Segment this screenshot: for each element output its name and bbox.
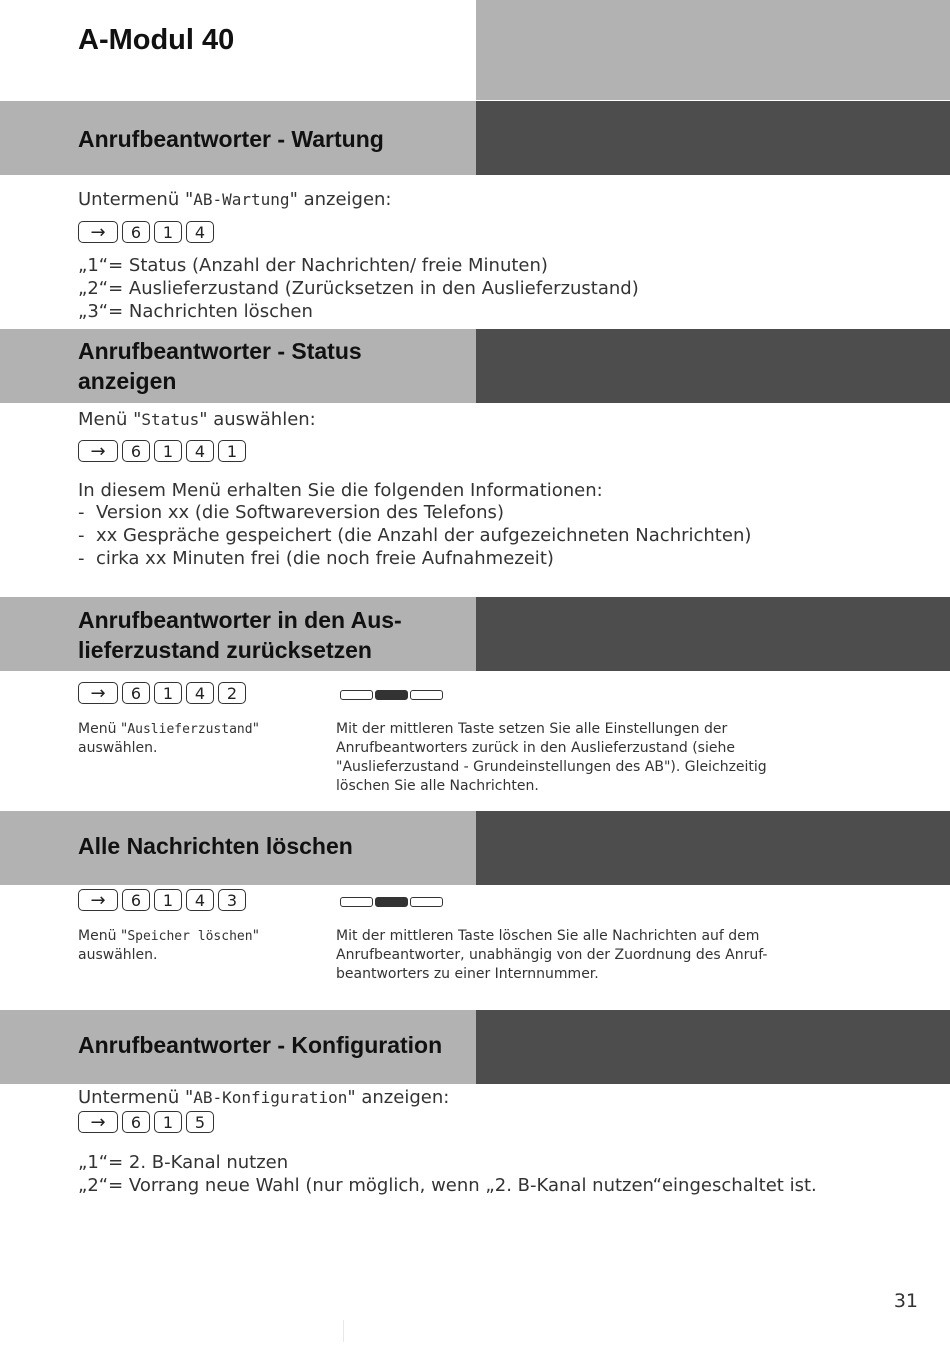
status-intro: Menü "Status" auswählen: xyxy=(78,409,316,430)
page-title: A-Modul 40 xyxy=(78,24,235,56)
digit-key: 1 xyxy=(154,440,182,462)
digit-key: 2 xyxy=(218,682,246,704)
digit-key: 4 xyxy=(186,889,214,911)
heading-status: Anrufbeantworter - Status anzeigen xyxy=(78,338,362,394)
arrow-key-icon: → xyxy=(78,440,118,462)
digit-key: 6 xyxy=(122,221,150,243)
digit-key: 4 xyxy=(186,221,214,243)
keys-konfiguration xyxy=(78,1111,214,1135)
digit-key: 6 xyxy=(122,1111,150,1133)
keys-loeschen xyxy=(78,889,246,913)
section-band-auslieferzustand xyxy=(0,597,950,671)
digit-key: 6 xyxy=(122,889,150,911)
heading-wartung: Anrufbeantworter - Wartung xyxy=(78,126,384,152)
loeschen-left-text: Menü "Speicher löschen" auswählen. xyxy=(78,928,260,963)
digit-key: 5 xyxy=(186,1111,214,1133)
arrow-key-icon: → xyxy=(78,682,118,704)
digit-key: 4 xyxy=(186,440,214,462)
section-band-wartung xyxy=(0,101,950,175)
konfiguration-option-1: „1“= 2. B-Kanal nutzen xyxy=(78,1152,289,1173)
page-number: 31 xyxy=(893,1290,918,1312)
auslieferzustand-left-text: Menü "Auslieferzustand" auswählen. xyxy=(78,721,260,756)
digit-key: 3 xyxy=(218,889,246,911)
arrow-key-icon: → xyxy=(78,221,118,243)
digit-key: 1 xyxy=(154,682,182,704)
digit-key: 1 xyxy=(154,221,182,243)
wartung-intro: Untermenü "AB-Wartung" anzeigen: xyxy=(78,189,392,210)
status-line-2: - Version xx (die Softwareversion des Telefons) xyxy=(78,502,504,523)
digit-key: 4 xyxy=(186,682,214,704)
konfiguration-option-2: „2“= Vorrang neue Wahl (nur möglich, wenn „2. B-Kanal nutzen“eingeschaltet ist. xyxy=(78,1175,817,1196)
status-line-3: - xx Gespräche gespeichert (die Anzahl der aufgezeichneten Nachrichten) xyxy=(78,525,752,546)
section-band-loeschen xyxy=(0,811,950,885)
header-gray-block xyxy=(476,0,950,100)
wartung-option-1: „1“= Status (Anzahl der Nachrichten/ freie Minuten) xyxy=(78,255,548,276)
arrow-key-icon: → xyxy=(78,1111,118,1133)
digit-key: 1 xyxy=(218,440,246,462)
keys-wartung xyxy=(78,221,214,245)
status-line-4: - cirka xx Minuten frei (die noch freie Aufnahmezeit) xyxy=(78,548,554,569)
section-band-konfiguration xyxy=(0,1010,950,1084)
konfiguration-intro: Untermenü "AB-Konfiguration" anzeigen: xyxy=(78,1087,450,1108)
wartung-option-3: „3“= Nachrichten löschen xyxy=(78,301,313,322)
heading-auslieferzustand: Anrufbeantworter in den Aus- lieferzustand zurücksetzen xyxy=(78,607,402,663)
keys-status xyxy=(78,440,246,464)
keys-auslieferzustand xyxy=(78,682,246,706)
wartung-option-2: „2“= Auslieferzustand (Zurücksetzen in den Auslieferzustand) xyxy=(78,278,639,299)
auslieferzustand-right-text: Mit der mittleren Taste setzen Sie alle Einstellungen der Anrufbeantworters zurück in den Auslieferzustand (siehe "Auslieferzustand - Grundeinstellungen des AB"). Gleichzeitig löschen Sie alle Nachrichten. xyxy=(336,721,767,794)
status-line-1: In diesem Menü erhalten Sie die folgenden Informationen: xyxy=(78,480,603,501)
digit-key: 1 xyxy=(154,889,182,911)
scan-artifact xyxy=(343,1320,344,1342)
arrow-key-icon: → xyxy=(78,889,118,911)
softkey-middle-icon xyxy=(340,897,443,907)
section-band-status xyxy=(0,329,950,403)
heading-konfiguration: Anrufbeantworter - Konfiguration xyxy=(78,1032,443,1058)
loeschen-right-text: Mit der mittleren Taste löschen Sie alle Nachrichten auf dem Anrufbeantworter, unabhängig von der Zuordnung des Anruf- beantworters zu einer Internnummer. xyxy=(336,928,768,982)
digit-key: 6 xyxy=(122,682,150,704)
digit-key: 1 xyxy=(154,1111,182,1133)
digit-key: 6 xyxy=(122,440,150,462)
heading-loeschen: Alle Nachrichten löschen xyxy=(78,833,353,859)
softkey-middle-icon xyxy=(340,690,443,700)
